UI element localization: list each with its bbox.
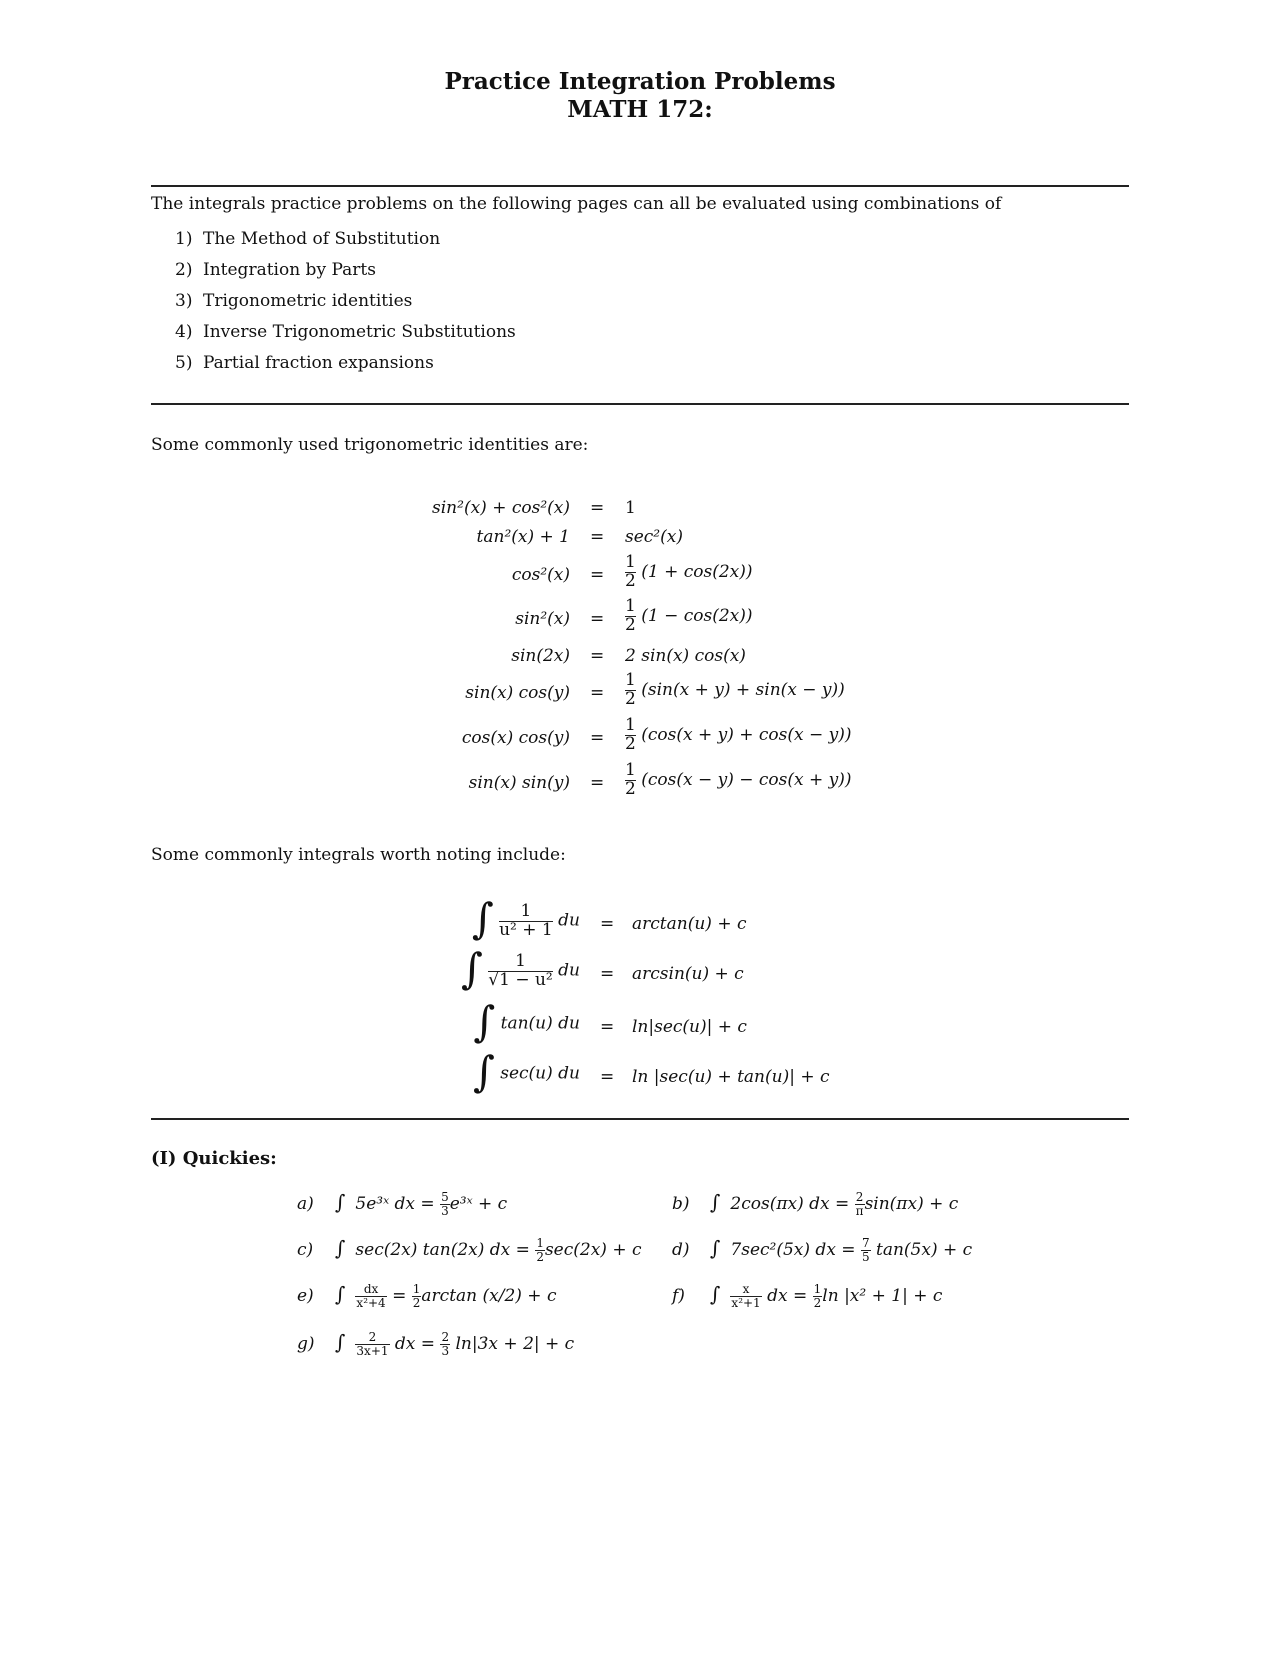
- divider: [151, 1118, 1129, 1120]
- integral-row: ∫ tan(u) du = ln|sec(u)| + c: [473, 997, 747, 1046]
- integral-row: ∫ $\frac{1}{\text{√1 − u²}}$ du = arcsin(u) + c: [460, 944, 744, 993]
- identities-heading: Some commonly used trigonometric identities are:: [151, 435, 589, 455]
- problem-e: e) ∫ $\frac{dx}{\text{x²+4}}$ = $\frac{1}{2}$ arctan (x/2) + c: [297, 1282, 557, 1310]
- problem-d: d) ∫ 7sec²(5x) dx = $\frac{7}{5}$ tan(5x) + c: [672, 1236, 973, 1264]
- list-item: 4) Inverse Trigonometric Substitutions: [175, 322, 516, 342]
- title-line-1: Practice Integration Problems: [444, 68, 836, 95]
- problem-g: g) ∫ $\frac{2}{3x+1}$ dx = $\frac{2}{3}$ ln|3x + 2| + c: [297, 1330, 575, 1358]
- section-heading: (I) Quickies:: [151, 1148, 277, 1169]
- problem-a: a) ∫ 5e³ˣ dx = $\frac{5}{3}$ e³ˣ + c: [297, 1190, 508, 1218]
- identity-row: sin(x) cos(y) = $\frac{1}{2}$ (sin(x + y) + sin(x − y)): [465, 670, 845, 709]
- integrals-heading: Some commonly integrals worth noting include:: [151, 845, 566, 865]
- list-item: 3) Trigonometric identities: [175, 291, 413, 311]
- problem-c: c) ∫ sec(2x) tan(2x) dx = $\frac{1}{2}$ sec(2x) + c: [297, 1236, 642, 1264]
- page-title: [0, 68, 1280, 124]
- identity-row: sin(x) sin(y) = $\frac{1}{2}$ (cos(x − y) − cos(x + y)): [468, 760, 852, 799]
- identity-row: cos(x) cos(y) = $\frac{1}{2}$ (cos(x + y) + cos(x − y)): [461, 715, 852, 754]
- identity-row: sin²(x) + cos²(x) = 1: [432, 498, 636, 518]
- list-item: 1) The Method of Substitution: [175, 229, 441, 249]
- methods-list: [175, 228, 516, 383]
- identity-row: sin(2x) = 2 sin(x) cos(x): [511, 646, 746, 666]
- problem-f: f) ∫ $\frac{x}{\text{x²+1}}$ dx = $\frac{1}{2}$ ln |x² + 1| + c: [672, 1282, 943, 1310]
- list-item: 2) Integration by Parts: [175, 260, 376, 280]
- integral-row: ∫ $\frac{1}{\text{u² + 1}}$ du = arctan(u) + c: [471, 894, 747, 943]
- intro-text: The integrals practice problems on the following pages can all be evaluated using combinations of: [151, 194, 1002, 214]
- divider: [151, 403, 1129, 405]
- title-line-2: MATH 172:: [567, 96, 713, 123]
- identity-row: tan²(x) + 1 = sec²(x): [476, 527, 683, 547]
- problem-b: b) ∫ 2cos(πx) dx = $\frac{2}{\pi}$ sin(πx) + c: [672, 1190, 959, 1218]
- list-item: 5) Partial fraction expansions: [175, 353, 434, 373]
- divider: [151, 185, 1129, 187]
- identity-row: cos²(x) = $\frac{1}{2}$ (1 + cos(2x)): [511, 552, 753, 591]
- integral-row: ∫ sec(u) du = ln |sec(u) + tan(u)| + c: [472, 1047, 830, 1096]
- identity-row: sin²(x) = $\frac{1}{2}$ (1 − cos(2x)): [515, 596, 753, 635]
